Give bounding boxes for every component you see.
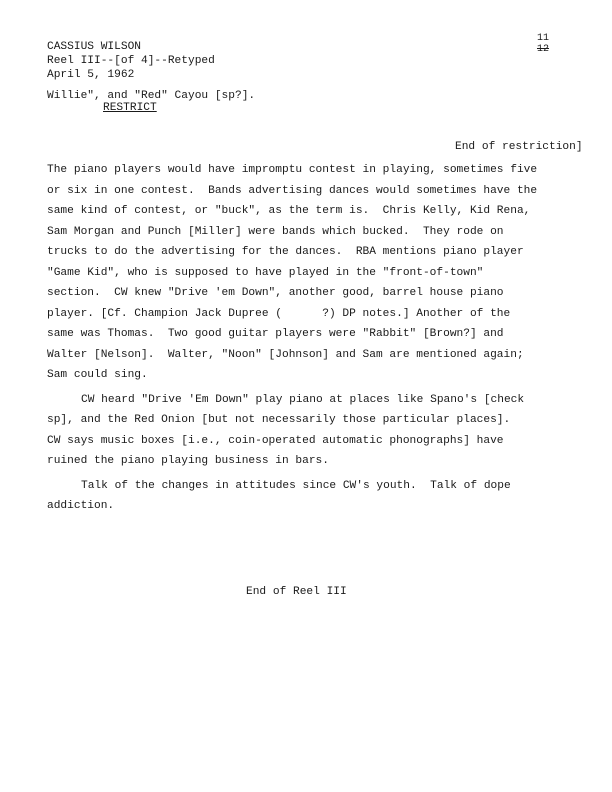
paragraph-3 xyxy=(47,476,607,517)
reel-info: Reel III--[of 4]--Retyped xyxy=(47,55,215,67)
continuation-line: Willie", and "Red" Cayou [sp?]. xyxy=(47,90,256,102)
text-line: player. [Cf. Champion Jack Dupree ( ?) DP notes.] Another of the xyxy=(47,307,511,320)
text-line: or six in one contest. Bands advertising dances would sometimes have the xyxy=(47,184,538,197)
end-of-reel-footer: End of Reel III xyxy=(246,586,347,598)
page-number-struck: 12 xyxy=(537,44,550,55)
text-line: sp], and the Red Onion [but not necessarily those particular places]. xyxy=(47,414,511,426)
text-line: Talk of the changes in attitudes since CW's youth. Talk of dope xyxy=(81,479,511,492)
document-header xyxy=(47,40,215,82)
text-line: "Game Kid", who is supposed to have played in the "front-of-town" xyxy=(47,266,484,279)
text-line: Walter [Nelson]. Walter, "Noon" [Johnson] and Sam are mentioned again; xyxy=(47,348,524,361)
text-line: CW heard "Drive 'Em Down" play piano at places like Spano's [check xyxy=(81,393,525,406)
page-number-current: 11 xyxy=(537,33,550,44)
text-line: Sam could sing. xyxy=(47,369,148,381)
text-line: addiction. xyxy=(47,500,115,512)
text-line: The piano players would have impromptu contest in playing, sometimes five xyxy=(47,164,538,176)
end-restriction-note: End of restriction] xyxy=(455,141,583,153)
paragraph-1 xyxy=(47,160,607,386)
interview-date: April 5, 1962 xyxy=(47,69,135,81)
interviewee-name: CASSIUS WILSON xyxy=(47,41,141,53)
text-line: trucks to do the advertising for the dances. RBA mentions piano player xyxy=(47,246,524,258)
text-line: same kind of contest, or "buck", as the term is. Chris Kelly, Kid Rena, xyxy=(47,205,531,217)
text-line: same was Thomas. Two good guitar players were "Rabbit" [Brown?] and xyxy=(47,328,504,340)
transcript-body xyxy=(47,160,607,517)
text-line: ruined the piano playing business in bars. xyxy=(47,455,329,467)
text-line: CW says music boxes [i.e., coin-operated automatic phonographs] have xyxy=(47,434,504,447)
page-number xyxy=(537,33,549,55)
text-line: Sam Morgan and Punch [Miller] were bands which bucked. They rode on xyxy=(47,225,504,238)
text-line: section. CW knew "Drive 'em Down", another good, barrel house piano xyxy=(47,287,504,299)
paragraph-2 xyxy=(47,390,607,472)
restrict-label: RESTRICT xyxy=(103,102,157,114)
